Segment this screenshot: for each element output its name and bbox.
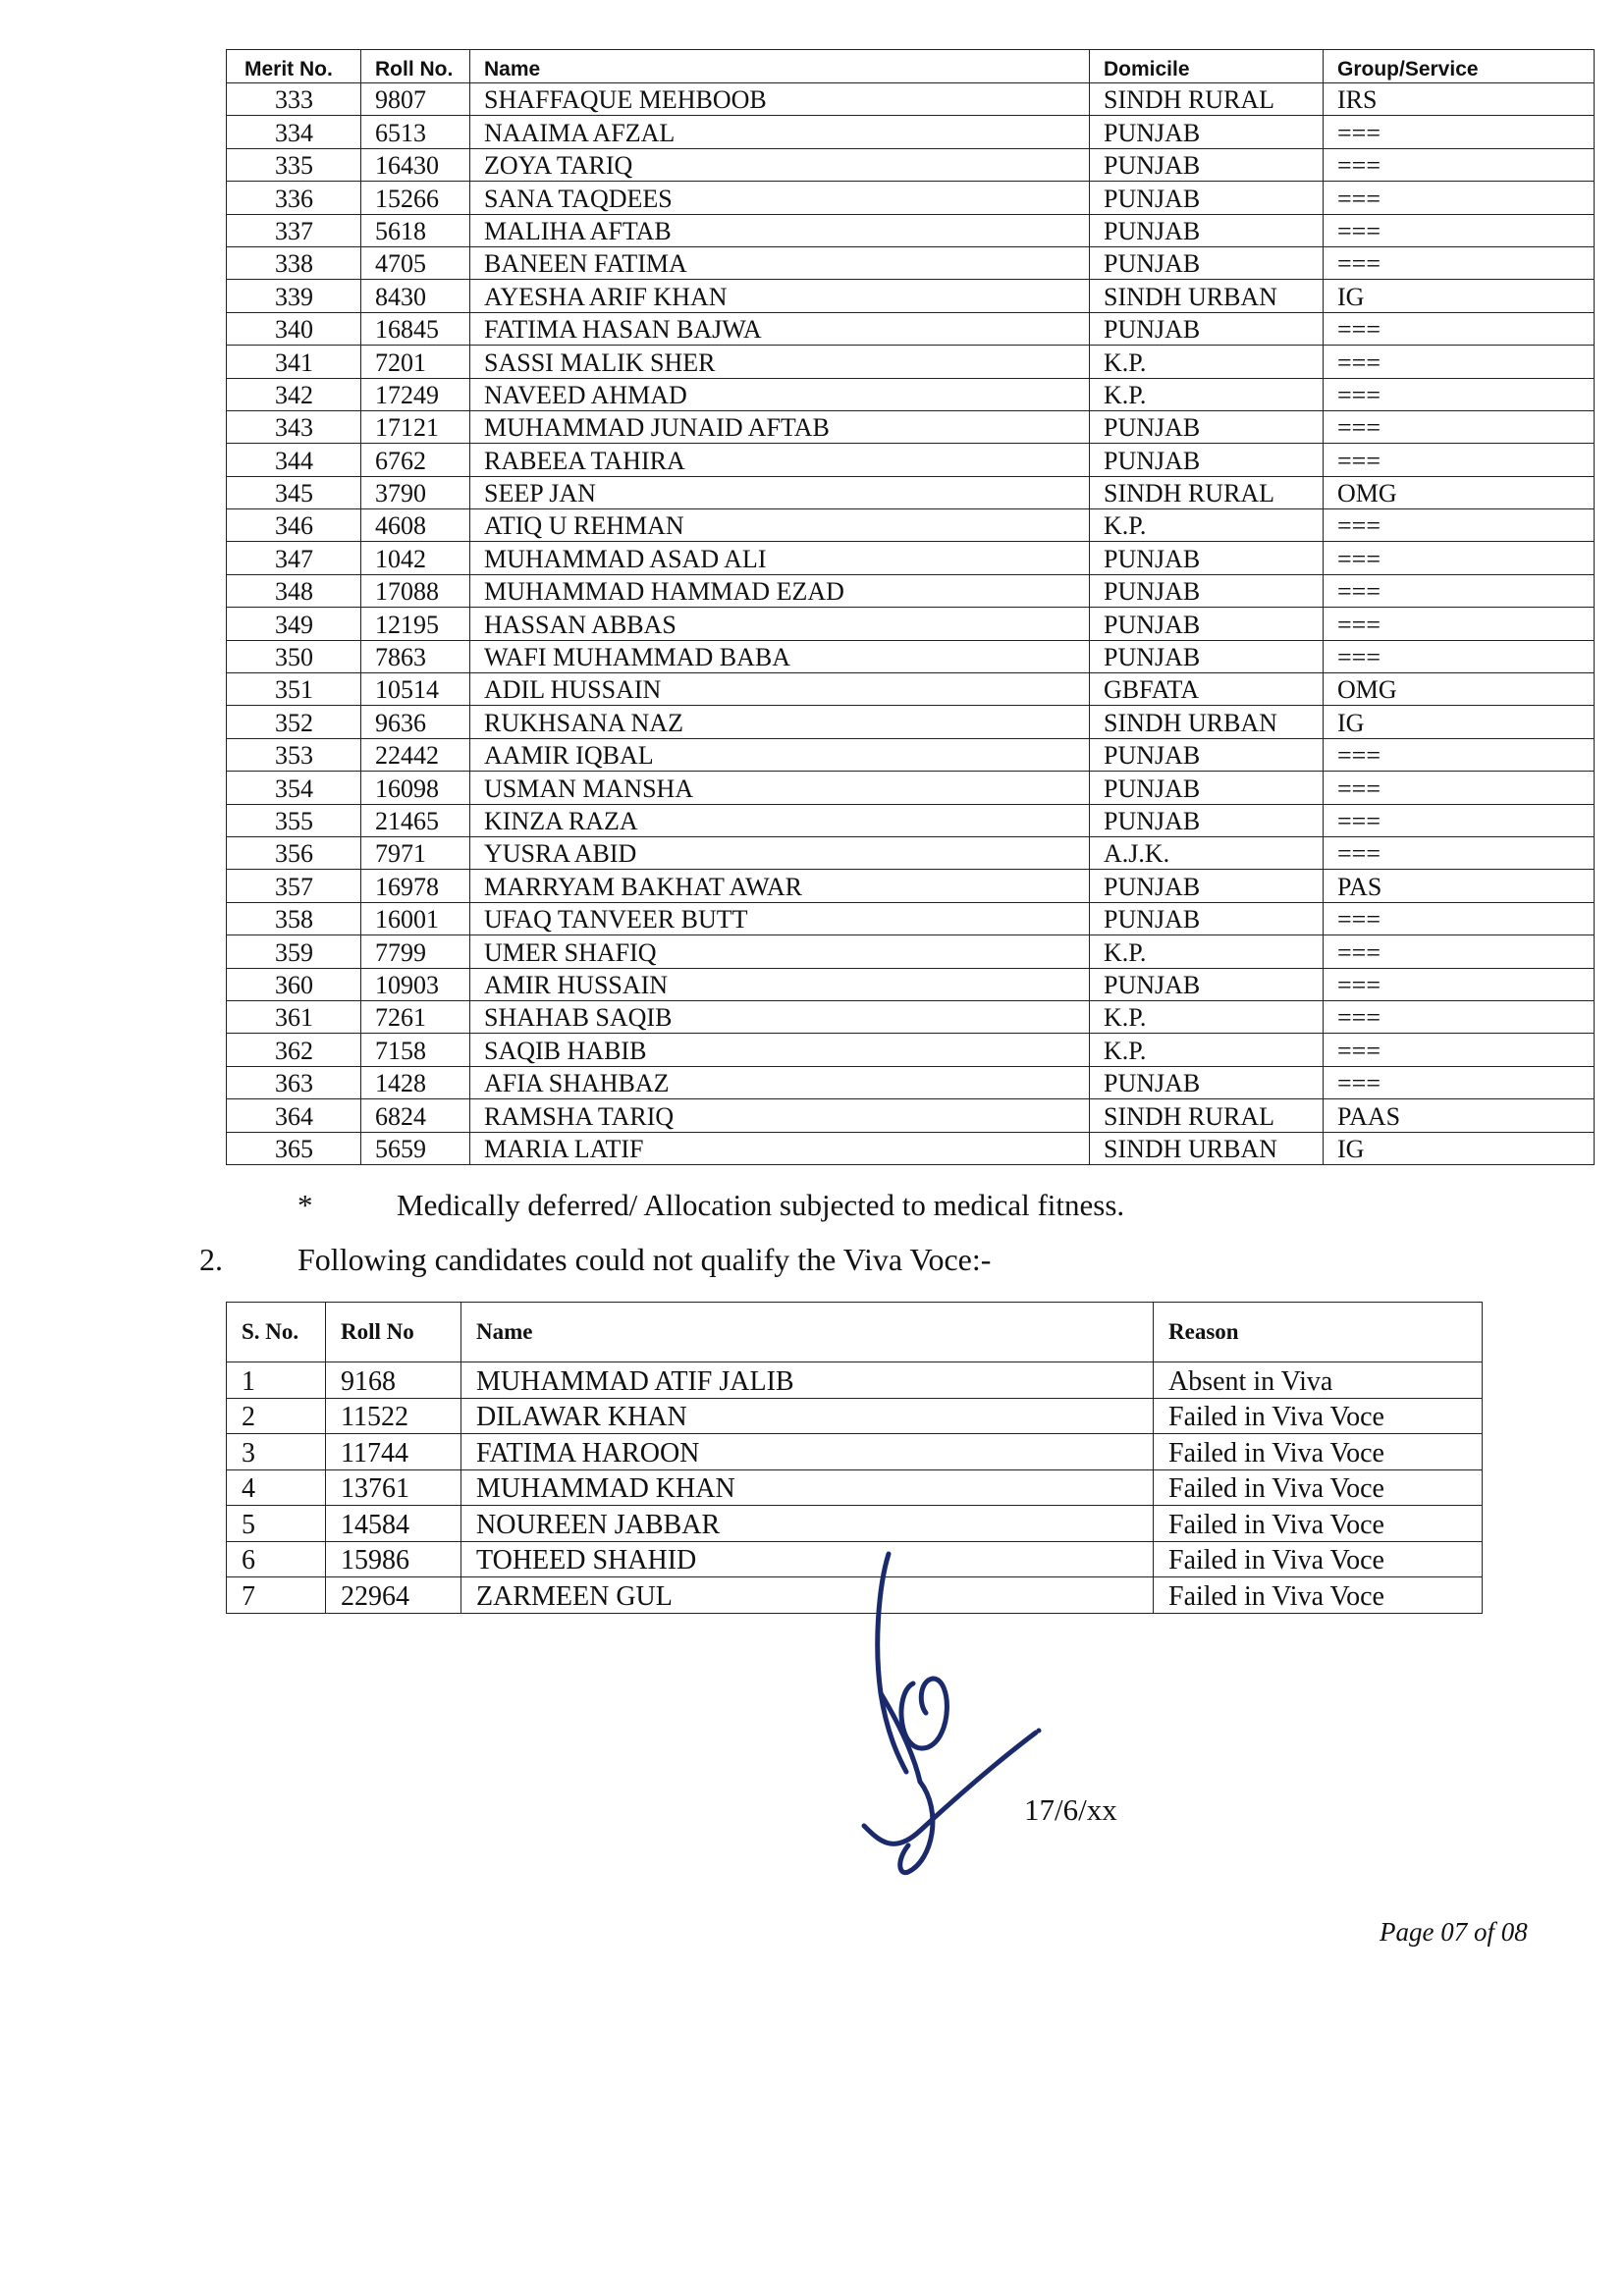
cell-name: MUHAMMAD HAMMAD EZAD (470, 574, 1090, 607)
cell-group-service: === (1324, 148, 1595, 181)
cell-reason: Failed in Viva Voce (1154, 1541, 1483, 1577)
cell-domicile: PUNJAB (1090, 246, 1324, 279)
cell-roll-no: 11744 (326, 1434, 461, 1470)
cell-group-service: OMG (1324, 673, 1595, 706)
table-row (227, 1506, 1483, 1542)
cell-group-service: === (1324, 509, 1595, 542)
cell-name: SHAFFAQUE MEHBOOB (470, 83, 1090, 116)
table-row (227, 968, 1595, 1000)
cell-group-service: === (1324, 804, 1595, 836)
cell-roll-no: 4608 (361, 509, 470, 542)
table-row (227, 836, 1595, 869)
cell-merit-no: 344 (227, 444, 361, 476)
cell-merit-no: 342 (227, 378, 361, 410)
table-row (227, 410, 1595, 443)
table-row (227, 116, 1595, 148)
cell-merit-no: 335 (227, 148, 361, 181)
cell-domicile: SINDH RURAL (1090, 1099, 1324, 1132)
cell-domicile: PUNJAB (1090, 968, 1324, 1000)
cell-s-no: 5 (227, 1506, 326, 1542)
table-row (227, 1099, 1595, 1132)
cell-domicile: SINDH URBAN (1090, 706, 1324, 738)
header-merit-no: Merit No. (227, 50, 361, 83)
cell-group-service: IG (1324, 706, 1595, 738)
cell-name: RAMSHA TARIQ (470, 1099, 1090, 1132)
table-row (227, 706, 1595, 738)
cell-domicile: SINDH URBAN (1090, 280, 1324, 312)
cell-name: KINZA RAZA (470, 804, 1090, 836)
cell-group-service: === (1324, 1000, 1595, 1033)
cell-roll-no: 7201 (361, 346, 470, 378)
header-group-service: Group/Service (1324, 50, 1595, 83)
cell-merit-no: 359 (227, 935, 361, 968)
cell-name: ZARMEEN GUL (461, 1577, 1154, 1614)
signature (859, 1546, 1056, 1890)
cell-roll-no: 17249 (361, 378, 470, 410)
header-s-no: S. No. (227, 1303, 326, 1362)
cell-group-service: === (1324, 246, 1595, 279)
cell-name: FATIMA HASAN BAJWA (470, 312, 1090, 345)
table-row (227, 1577, 1483, 1614)
cell-group-service: === (1324, 968, 1595, 1000)
table-row (227, 1034, 1595, 1066)
cell-reason: Failed in Viva Voce (1154, 1398, 1483, 1434)
table-row (227, 640, 1595, 672)
cell-name: SEEP JAN (470, 476, 1090, 508)
table-row (227, 804, 1595, 836)
cell-group-service: === (1324, 772, 1595, 804)
cell-domicile: K.P. (1090, 346, 1324, 378)
cell-merit-no: 353 (227, 738, 361, 771)
cell-group-service: === (1324, 640, 1595, 672)
cell-domicile: PUNJAB (1090, 870, 1324, 902)
cell-merit-no: 333 (227, 83, 361, 116)
cell-merit-no: 339 (227, 280, 361, 312)
cell-domicile: PUNJAB (1090, 640, 1324, 672)
signature-strokes (864, 1554, 1042, 1873)
table-row (227, 280, 1595, 312)
cell-domicile: PUNJAB (1090, 608, 1324, 640)
cell-roll-no: 7799 (361, 935, 470, 968)
cell-name: MUHAMMAD JUNAID AFTAB (470, 410, 1090, 443)
table-row (227, 148, 1595, 181)
merit-list-table (226, 49, 1595, 1165)
cell-domicile: PUNJAB (1090, 214, 1324, 246)
cell-roll-no: 15986 (326, 1541, 461, 1577)
cell-group-service: === (1324, 312, 1595, 345)
cell-roll-no: 9807 (361, 83, 470, 116)
cell-roll-no: 16001 (361, 902, 470, 934)
header-domicile: Domicile (1090, 50, 1324, 83)
cell-roll-no: 3790 (361, 476, 470, 508)
cell-name: AMIR HUSSAIN (470, 968, 1090, 1000)
cell-merit-no: 364 (227, 1099, 361, 1132)
cell-domicile: K.P. (1090, 1000, 1324, 1033)
cell-roll-no: 9168 (326, 1362, 461, 1399)
cell-merit-no: 346 (227, 509, 361, 542)
cell-reason: Failed in Viva Voce (1154, 1434, 1483, 1470)
cell-roll-no: 6762 (361, 444, 470, 476)
cell-name: ZOYA TARIQ (470, 148, 1090, 181)
cell-group-service: PAS (1324, 870, 1595, 902)
cell-roll-no: 16978 (361, 870, 470, 902)
header-name: Name (470, 50, 1090, 83)
cell-group-service: === (1324, 346, 1595, 378)
table-row (227, 346, 1595, 378)
table-row (227, 1398, 1483, 1434)
table-row (227, 1469, 1483, 1506)
cell-domicile: PUNJAB (1090, 116, 1324, 148)
cell-merit-no: 363 (227, 1066, 361, 1098)
section-heading: Following candidates could not qualify the Viva Voce:- (298, 1242, 992, 1277)
cell-group-service: IG (1324, 280, 1595, 312)
cell-name: SAQIB HABIB (470, 1034, 1090, 1066)
cell-name: RABEEA TAHIRA (470, 444, 1090, 476)
cell-group-service: === (1324, 1066, 1595, 1098)
table-row (227, 902, 1595, 934)
cell-name: HASSAN ABBAS (470, 608, 1090, 640)
cell-roll-no: 7863 (361, 640, 470, 672)
cell-domicile: PUNJAB (1090, 804, 1324, 836)
cell-name: DILAWAR KHAN (461, 1398, 1154, 1434)
cell-s-no: 7 (227, 1577, 326, 1614)
cell-merit-no: 338 (227, 246, 361, 279)
cell-name: ADIL HUSSAIN (470, 673, 1090, 706)
cell-merit-no: 361 (227, 1000, 361, 1033)
cell-domicile: PUNJAB (1090, 902, 1324, 934)
table-row (227, 1362, 1483, 1399)
cell-merit-no: 343 (227, 410, 361, 443)
cell-roll-no: 7158 (361, 1034, 470, 1066)
cell-merit-no: 349 (227, 608, 361, 640)
cell-merit-no: 352 (227, 706, 361, 738)
cell-name: USMAN MANSHA (470, 772, 1090, 804)
cell-group-service: === (1324, 738, 1595, 771)
cell-roll-no: 16430 (361, 148, 470, 181)
cell-roll-no: 7261 (361, 1000, 470, 1033)
cell-name: SANA TAQDEES (470, 182, 1090, 214)
cell-group-service: IRS (1324, 83, 1595, 116)
table-row (227, 542, 1595, 574)
cell-name: AYESHA ARIF KHAN (470, 280, 1090, 312)
cell-s-no: 3 (227, 1434, 326, 1470)
cell-name: UFAQ TANVEER BUTT (470, 902, 1090, 934)
cell-name: BANEEN FATIMA (470, 246, 1090, 279)
table-row (227, 214, 1595, 246)
cell-domicile: PUNJAB (1090, 410, 1324, 443)
cell-domicile: SINDH URBAN (1090, 1132, 1324, 1164)
footnote-text: Medically deferred/ Allocation subjected to medical fitness. (397, 1188, 1125, 1222)
cell-merit-no: 350 (227, 640, 361, 672)
cell-domicile: PUNJAB (1090, 1066, 1324, 1098)
cell-name: NOUREEN JABBAR (461, 1506, 1154, 1542)
cell-name: ATIQ U REHMAN (470, 509, 1090, 542)
cell-roll-no: 5659 (361, 1132, 470, 1164)
cell-domicile: PUNJAB (1090, 574, 1324, 607)
cell-merit-no: 360 (227, 968, 361, 1000)
cell-group-service: OMG (1324, 476, 1595, 508)
cell-group-service: === (1324, 378, 1595, 410)
cell-reason: Failed in Viva Voce (1154, 1469, 1483, 1506)
table-row (227, 935, 1595, 968)
cell-name: SASSI MALIK SHER (470, 346, 1090, 378)
cell-name: MARRYAM BAKHAT AWAR (470, 870, 1090, 902)
cell-domicile: PUNJAB (1090, 148, 1324, 181)
table-row (227, 1000, 1595, 1033)
signature-date: 17/6/xx (1024, 1792, 1117, 1827)
cell-roll-no: 17121 (361, 410, 470, 443)
cell-merit-no: 355 (227, 804, 361, 836)
table-row (227, 312, 1595, 345)
cell-domicile: SINDH RURAL (1090, 476, 1324, 508)
table-row (227, 1541, 1483, 1577)
cell-roll-no: 13761 (326, 1469, 461, 1506)
cell-name: AAMIR IQBAL (470, 738, 1090, 771)
cell-merit-no: 336 (227, 182, 361, 214)
cell-group-service: === (1324, 836, 1595, 869)
cell-name: MARIA LATIF (470, 1132, 1090, 1164)
cell-domicile: PUNJAB (1090, 738, 1324, 771)
header-name: Name (461, 1303, 1154, 1362)
cell-merit-no: 340 (227, 312, 361, 345)
cell-merit-no: 348 (227, 574, 361, 607)
cell-group-service: === (1324, 935, 1595, 968)
cell-merit-no: 362 (227, 1034, 361, 1066)
page-number: Page 07 of 08 (1380, 1917, 1528, 1947)
cell-name: WAFI MUHAMMAD BABA (470, 640, 1090, 672)
cell-reason: Failed in Viva Voce (1154, 1506, 1483, 1542)
table-row (227, 476, 1595, 508)
header-roll-no: Roll No (326, 1303, 461, 1362)
cell-group-service: === (1324, 444, 1595, 476)
cell-merit-no: 354 (227, 772, 361, 804)
cell-roll-no: 22442 (361, 738, 470, 771)
cell-merit-no: 334 (227, 116, 361, 148)
cell-roll-no: 10903 (361, 968, 470, 1000)
cell-domicile: PUNJAB (1090, 182, 1324, 214)
header-roll-no: Roll No. (361, 50, 470, 83)
cell-domicile: K.P. (1090, 935, 1324, 968)
cell-roll-no: 15266 (361, 182, 470, 214)
cell-roll-no: 5618 (361, 214, 470, 246)
table-row (227, 673, 1595, 706)
cell-domicile: K.P. (1090, 509, 1324, 542)
cell-roll-no: 14584 (326, 1506, 461, 1542)
table-row (227, 1066, 1595, 1098)
table-row (227, 246, 1595, 279)
cell-roll-no: 6513 (361, 116, 470, 148)
cell-roll-no: 22964 (326, 1577, 461, 1614)
cell-merit-no: 341 (227, 346, 361, 378)
cell-merit-no: 358 (227, 902, 361, 934)
cell-group-service: === (1324, 1034, 1595, 1066)
table-row (227, 444, 1595, 476)
cell-merit-no: 351 (227, 673, 361, 706)
cell-roll-no: 1428 (361, 1066, 470, 1098)
cell-group-service: === (1324, 214, 1595, 246)
cell-roll-no: 12195 (361, 608, 470, 640)
cell-domicile: PUNJAB (1090, 772, 1324, 804)
cell-roll-no: 21465 (361, 804, 470, 836)
cell-roll-no: 9636 (361, 706, 470, 738)
cell-merit-no: 357 (227, 870, 361, 902)
section-number: 2. (199, 1242, 223, 1277)
cell-merit-no: 345 (227, 476, 361, 508)
table-row (227, 870, 1595, 902)
cell-name: NAAIMA AFZAL (470, 116, 1090, 148)
table-row (227, 509, 1595, 542)
cell-s-no: 6 (227, 1541, 326, 1577)
table-row (227, 772, 1595, 804)
cell-name: RUKHSANA NAZ (470, 706, 1090, 738)
cell-name: SHAHAB SAQIB (470, 1000, 1090, 1033)
cell-merit-no: 365 (227, 1132, 361, 1164)
cell-name: MUHAMMAD ASAD ALI (470, 542, 1090, 574)
cell-group-service: === (1324, 574, 1595, 607)
cell-domicile: PUNJAB (1090, 542, 1324, 574)
cell-domicile: K.P. (1090, 1034, 1324, 1066)
footnote-marker: * (298, 1188, 313, 1222)
cell-s-no: 2 (227, 1398, 326, 1434)
cell-roll-no: 16098 (361, 772, 470, 804)
cell-reason: Absent in Viva (1154, 1362, 1483, 1399)
cell-roll-no: 8430 (361, 280, 470, 312)
cell-roll-no: 17088 (361, 574, 470, 607)
cell-roll-no: 16845 (361, 312, 470, 345)
cell-name: MUHAMMAD KHAN (461, 1469, 1154, 1506)
cell-merit-no: 356 (227, 836, 361, 869)
cell-group-service: === (1324, 116, 1595, 148)
table-row (227, 1434, 1483, 1470)
table-row (227, 608, 1595, 640)
table-row (227, 182, 1595, 214)
cell-group-service: === (1324, 608, 1595, 640)
cell-group-service: === (1324, 902, 1595, 934)
cell-name: MALIHA AFTAB (470, 214, 1090, 246)
cell-roll-no: 1042 (361, 542, 470, 574)
cell-group-service: IG (1324, 1132, 1595, 1164)
cell-name: AFIA SHAHBAZ (470, 1066, 1090, 1098)
table-row (227, 378, 1595, 410)
cell-reason: Failed in Viva Voce (1154, 1577, 1483, 1614)
cell-name: MUHAMMAD ATIF JALIB (461, 1362, 1154, 1399)
cell-domicile: K.P. (1090, 378, 1324, 410)
cell-name: NAVEED AHMAD (470, 378, 1090, 410)
cell-domicile: PUNJAB (1090, 444, 1324, 476)
table-row (227, 1132, 1595, 1164)
cell-name: TOHEED SHAHID (461, 1541, 1154, 1577)
cell-name: YUSRA ABID (470, 836, 1090, 869)
cell-roll-no: 10514 (361, 673, 470, 706)
table-row (227, 574, 1595, 607)
cell-roll-no: 6824 (361, 1099, 470, 1132)
table-row (227, 83, 1595, 116)
cell-name: FATIMA HAROON (461, 1434, 1154, 1470)
cell-group-service: === (1324, 410, 1595, 443)
cell-merit-no: 337 (227, 214, 361, 246)
cell-roll-no: 7971 (361, 836, 470, 869)
cell-domicile: A.J.K. (1090, 836, 1324, 869)
cell-merit-no: 347 (227, 542, 361, 574)
cell-s-no: 1 (227, 1362, 326, 1399)
cell-domicile: PUNJAB (1090, 312, 1324, 345)
cell-s-no: 4 (227, 1469, 326, 1506)
cell-group-service: === (1324, 182, 1595, 214)
cell-domicile: GBFATA (1090, 673, 1324, 706)
table-row (227, 738, 1595, 771)
cell-roll-no: 4705 (361, 246, 470, 279)
cell-group-service: PAAS (1324, 1099, 1595, 1132)
cell-group-service: === (1324, 542, 1595, 574)
viva-table-header (227, 1303, 1483, 1362)
cell-domicile: SINDH RURAL (1090, 83, 1324, 116)
merit-table-header (227, 50, 1595, 83)
header-reason: Reason (1154, 1303, 1483, 1362)
cell-name: UMER SHAFIQ (470, 935, 1090, 968)
cell-roll-no: 11522 (326, 1398, 461, 1434)
viva-failed-table (226, 1302, 1483, 1614)
